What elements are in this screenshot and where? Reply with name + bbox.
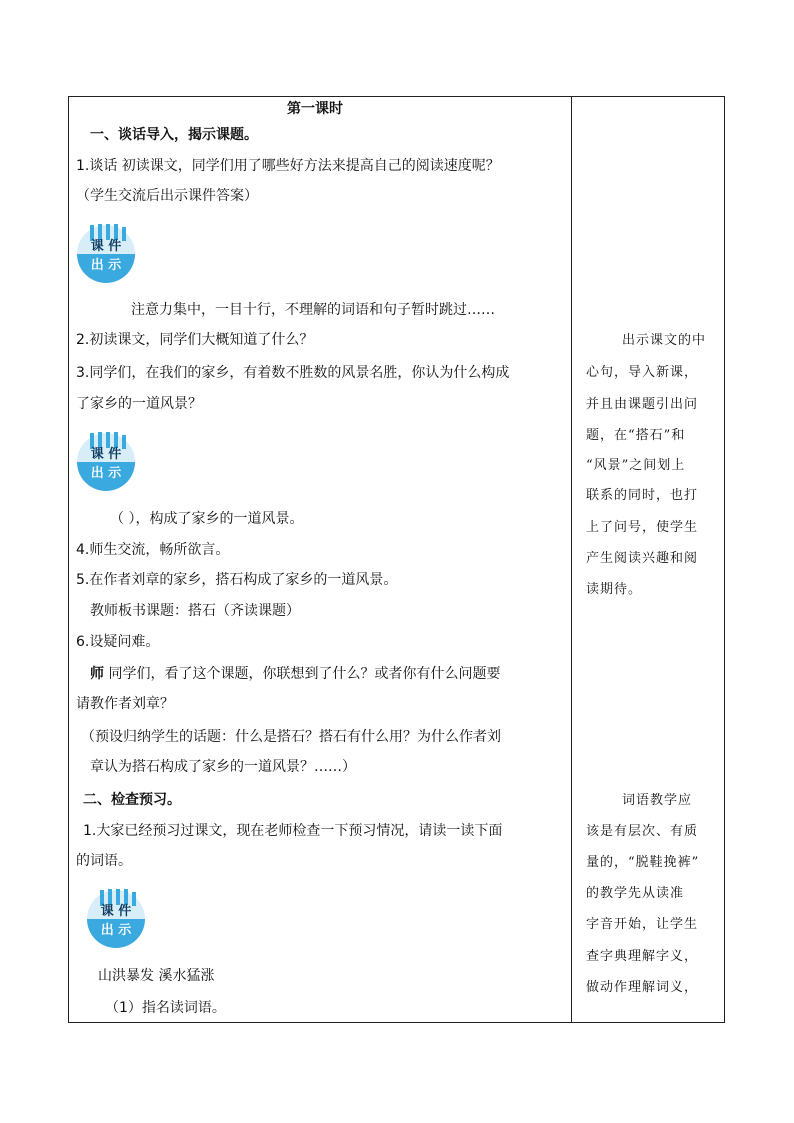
column-divider (571, 96, 572, 1023)
preset-line2: 章认为搭石构成了家乡的一道风景？……） (90, 759, 356, 775)
courseware-badge-2 (76, 432, 136, 492)
teacher-text: 同学们，看了这个课题，你联想到了什么？或者你有什么问题要 (104, 666, 501, 682)
teacher-label: 师 (90, 666, 104, 682)
check-line1: 1.大家已经预习过课文，现在老师检查一下预习情况，请读一读下面 (83, 823, 503, 839)
board-title: 教师板书课题：搭石（齐读课题） (90, 603, 300, 619)
note1-line5: 联系的同时，也打 (586, 488, 699, 503)
note1-line1: 心句，导入新课， (586, 365, 699, 380)
item3-line2: 了家乡的一道风景？ (76, 396, 202, 412)
vocab-words: 山洪暴发 溪水猛涨 (98, 968, 215, 984)
note2-line3: 的教学先从读准 (586, 886, 685, 901)
note1-line0: 出示课文的中 (622, 333, 707, 348)
note2-line5: 查字典理解字义， (586, 949, 699, 964)
courseware-badge-1 (76, 224, 136, 284)
preset-line1: （预设归纳学生的话题：什么是搭石？搭石有什么用？为什么作者刘 (81, 729, 501, 745)
note2-line2: 量的，“脱鞋挽裤” (586, 855, 700, 870)
note1-line7: 产生阅读兴趣和阅 (586, 551, 699, 566)
badge-label-1b: 出 示 (90, 258, 122, 273)
badge-label-2b: 出 示 (90, 466, 122, 481)
item6: 6.设疑问难。 (76, 634, 160, 650)
note1-line4: “风景”之间划上 (586, 458, 686, 473)
teacher-line1 (90, 664, 500, 684)
badge-label-1a: 课 件 (90, 239, 122, 254)
note2-line0: 词语教学应 (622, 793, 693, 808)
section1-heading: 一、谈话导入，揭示课题。 (90, 127, 258, 143)
note2-line6: 做动作理解词义， (586, 980, 699, 995)
check-line2: 的词语。 (76, 853, 132, 869)
item1-line1: 1.谈话 初读课文，同学们用了哪些好方法来提高自己的阅读速度呢？ (76, 158, 500, 174)
note2-line4: 字音开始，让学生 (586, 917, 699, 932)
sub-step1: （1）指名读词语。 (105, 1000, 226, 1016)
item5: 5.在作者刘章的家乡，搭石构成了家乡的一道风景。 (76, 572, 398, 588)
teacher-line2: 请教作者刘章？ (76, 696, 174, 712)
badge-label-2a: 课 件 (90, 447, 122, 462)
section2-heading: 二、检查预习。 (83, 792, 181, 808)
blank-line: （ ），构成了家乡的一道风景。 (110, 511, 304, 527)
note1-line3: 题，在“搭石”和 (586, 428, 686, 443)
note2-line1: 该是有层次、有质 (586, 824, 699, 839)
note1-line6: 上了问号，使学生 (586, 520, 699, 535)
item3-line1: 3.同学们，在我们的家乡，有着数不胜数的风景名胜，你认为什么构成 (76, 365, 510, 381)
note1-line8: 读期待。 (586, 582, 643, 597)
badge-label-3b: 出 示 (100, 923, 132, 938)
answer1: 注意力集中，一目十行，不理解的词语和句子暂时跳过…… (131, 302, 495, 318)
note1-line2: 并且由课题引出问 (586, 397, 699, 412)
item2: 2.初读课文，同学们大概知道了什么？ (76, 332, 314, 348)
item1-line2: （学生交流后出示课件答案） (76, 188, 258, 204)
courseware-badge-3 (86, 889, 146, 949)
badge-label-3a: 课 件 (100, 904, 132, 919)
lesson-title: 第一课时 (287, 101, 343, 117)
item4: 4.师生交流，畅所欲言。 (76, 542, 230, 558)
